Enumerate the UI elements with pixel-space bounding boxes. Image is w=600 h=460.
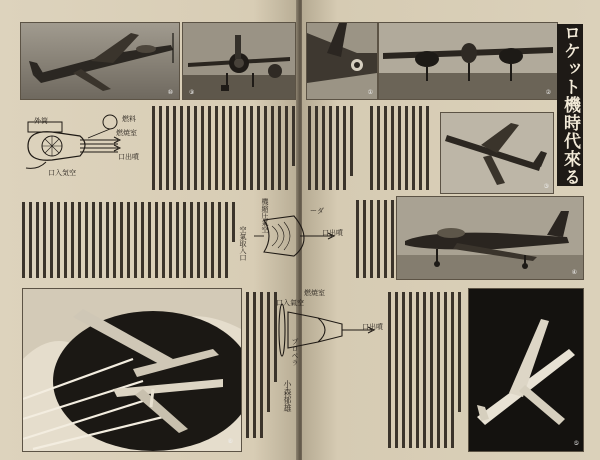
- label-air-intake: 空氣取入口: [239, 226, 247, 261]
- label-exhaust-outlet-mid: 口出噴: [322, 229, 343, 237]
- figure-number: ⑤: [573, 440, 579, 447]
- photo-jet-formation-contrails: [22, 288, 242, 452]
- article-text-block-upper-right: [306, 104, 436, 192]
- label-fuel: 燃料: [122, 115, 136, 123]
- twin-engine-jet-image: [379, 23, 557, 99]
- figure-number: ⑩: [167, 89, 173, 96]
- figure-number: ①: [367, 89, 373, 96]
- diagram-compressor-jet: [254, 196, 362, 282]
- headline: ロケット機時代來る: [557, 24, 583, 186]
- figure-number: ③: [543, 183, 549, 190]
- article-text-block-lower-right: [386, 290, 464, 450]
- label-exhaust-outlet: 口出噴: [118, 153, 139, 161]
- label-exhaust-outlet-bottom: 口出噴: [362, 323, 383, 331]
- label-air-compressor: 機縮圧氣空: [261, 198, 269, 233]
- label-combustion-chamber: 燃焼室: [116, 129, 137, 137]
- figure-number: ⑧: [227, 438, 233, 445]
- photo-jet-on-ground: [396, 196, 584, 280]
- photo-aircraft-tail-roundel: [306, 22, 378, 100]
- label-air-inlet: 口入気空: [48, 169, 76, 177]
- label-combustion-chamber-bottom: 燃焼室: [304, 289, 325, 297]
- diagram-turbine-schematic: [18, 106, 146, 190]
- photo-twin-engine-jet: [378, 22, 558, 100]
- label-air-inlet-bottom: 口入氣空: [276, 299, 304, 307]
- tail-roundel-image: [307, 23, 377, 99]
- label-propeller: プロペラ: [291, 338, 299, 366]
- propeller-fighter-image: [21, 23, 179, 99]
- figure-number: ④: [571, 269, 577, 276]
- jet-dark-sky-image: [469, 289, 583, 451]
- jet-on-ground-image: [397, 197, 583, 279]
- swept-wing-jet-image: [441, 113, 553, 193]
- photo-jet-front-view: [182, 22, 296, 100]
- figure-number: ②: [545, 89, 551, 96]
- label-radar: ーダ: [310, 207, 324, 215]
- figure-number: ⑨: [189, 89, 195, 96]
- label-outer-cylinder: 外筒: [34, 117, 48, 125]
- jet-front-view-image: [183, 23, 295, 99]
- article-text-block-upper-left: [150, 104, 296, 192]
- photo-jet-in-dark-sky: [468, 288, 584, 452]
- byline: 小森郁雄: [283, 380, 292, 412]
- jet-formation-image: [23, 289, 241, 451]
- photo-swept-wing-jet: [440, 112, 554, 194]
- photo-propeller-fighter: [20, 22, 180, 100]
